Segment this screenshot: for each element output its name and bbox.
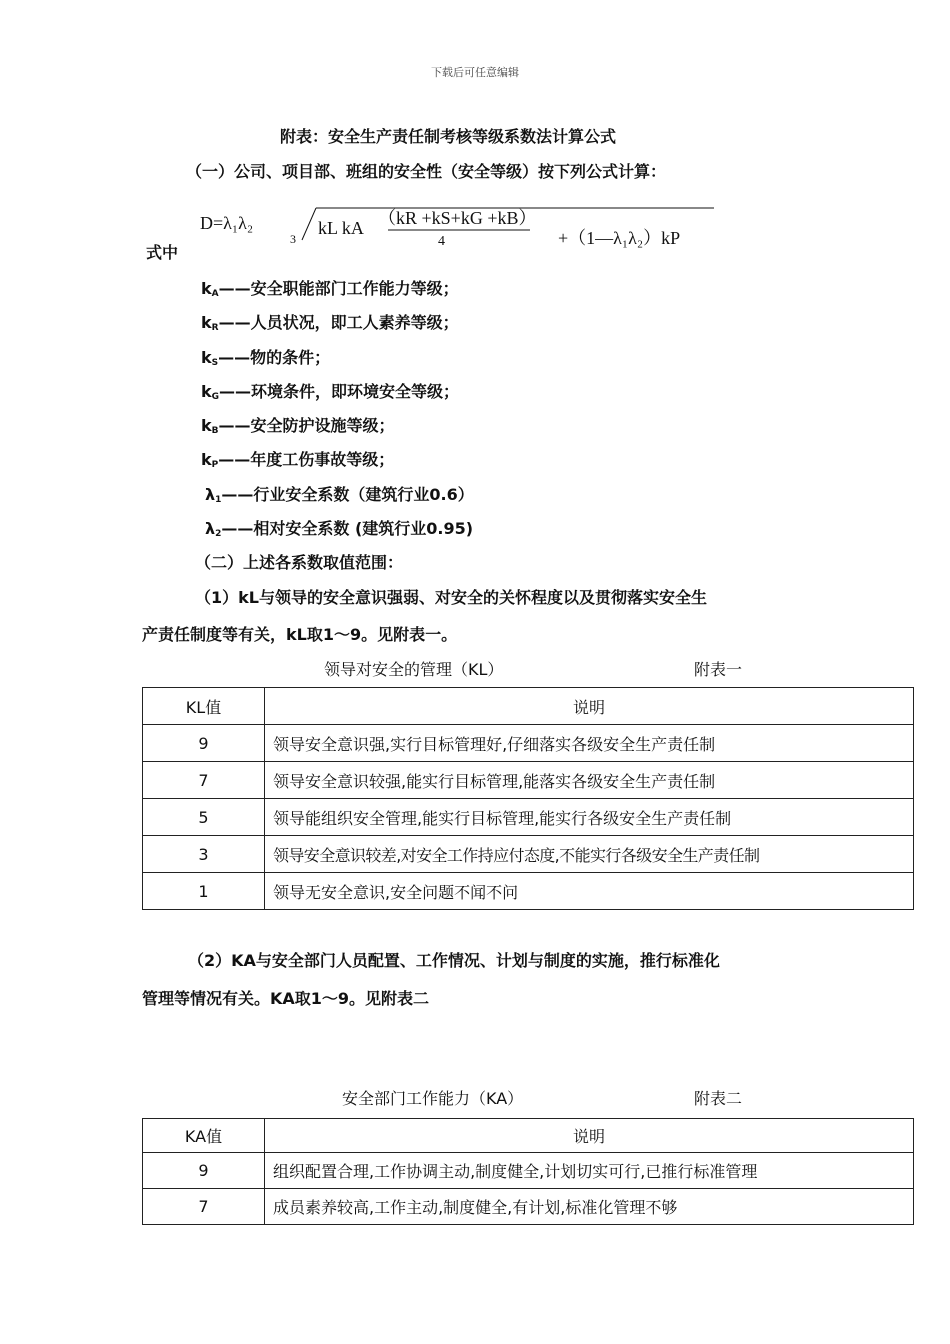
cell-value: 9 <box>143 1153 265 1189</box>
definition-item: $k_B——$安全防护设施等级； <box>201 416 395 436</box>
table-2-caption: 安全部门工作能力（KA） <box>342 1089 524 1108</box>
table-row <box>143 799 914 836</box>
formula-kl-ka: kL kA <box>318 218 364 238</box>
table-header-row <box>143 688 914 725</box>
formula-tail: +（1—λ₁λ₂）kP <box>558 228 681 248</box>
header-cell-description: 说明 <box>265 688 914 725</box>
section-2-heading: （二）上述各系数取值范围： <box>195 553 404 572</box>
section-1-heading: （一）公司、项目部、班组的安全性（安全等级）按下列公式计算： <box>186 162 667 181</box>
table-row <box>143 725 914 762</box>
header-cell-value: KA值 <box>143 1119 265 1153</box>
paragraph-1-line-2: 产责任制度等有关，kL取1～9。见附表一。 <box>142 625 458 644</box>
definition-item: $k_R——$人员状况，即工人素养等级； <box>201 313 459 333</box>
paragraph-2-line-2: 管理等情况有关。KA取1～9。见附表二 <box>142 989 430 1008</box>
table-row <box>143 762 914 799</box>
cell-value: 9 <box>143 725 265 762</box>
table-row <box>143 1153 914 1189</box>
definition-item: $k_A——$安全职能部门工作能力等级； <box>201 279 459 299</box>
paragraph-1-line-1: （1）kL与领导的安全意识强弱、对安全的关怀程度以及贯彻落实安全生 <box>195 588 707 607</box>
definition-item: $\lambda_2——$相对安全系数 (建筑行业0.95) <box>205 519 474 539</box>
table-2 <box>142 1118 914 1225</box>
cell-value: 5 <box>143 799 265 836</box>
cell-description: 领导安全意识强,实行目标管理好,仔细落实各级安全生产责任制 <box>265 725 914 762</box>
table-2-tag: 附表二 <box>694 1089 743 1108</box>
cell-value: 1 <box>143 873 265 910</box>
cell-value: 7 <box>143 762 265 799</box>
table-row <box>143 873 914 910</box>
formula-root-index: 3 <box>290 232 296 246</box>
table-1 <box>142 687 914 910</box>
header-cell-description: 说明 <box>265 1119 914 1153</box>
formula-lhs: D=λ₁λ₂ <box>200 213 254 233</box>
cell-description: 领导无安全意识,安全问题不闻不问 <box>265 873 914 910</box>
table-row <box>143 1189 914 1225</box>
cell-description: 领导安全意识较差,对安全工作持应付态度,不能实行各级安全生产责任制 <box>265 836 914 873</box>
table-1-tag: 附表一 <box>694 660 743 679</box>
page-header-note: 下载后可任意编辑 <box>431 66 519 79</box>
header-cell-value: KL值 <box>143 688 265 725</box>
table-1-caption: 领导对安全的管理（KL） <box>324 660 504 679</box>
definition-item: $k_G——$环境条件，即环境安全等级； <box>201 382 460 402</box>
paragraph-2-line-1: （2）KA与安全部门人员配置、工作情况、计划与制度的实施，推行标准化 <box>188 951 720 970</box>
cell-description: 领导能组织安全管理,能实行目标管理,能实行各级安全生产责任制 <box>265 799 914 836</box>
formula-numerator: （kR +kS+kG +kB） <box>378 208 537 228</box>
document-title: 附表：安全生产责任制考核等级系数法计算公式 <box>280 127 617 146</box>
definition-item: $k_S——$物的条件； <box>201 348 331 368</box>
table-header-row <box>143 1119 914 1153</box>
definition-item: $k_P——$年度工伤事故等级； <box>201 450 395 470</box>
cell-value: 3 <box>143 836 265 873</box>
formula-denominator: 4 <box>438 234 445 249</box>
cell-description: 组织配置合理,工作协调主动,制度健全,计划切实可行,已推行标准管理 <box>265 1153 914 1189</box>
where-label: 式中 <box>146 243 179 262</box>
table-row <box>143 836 914 873</box>
definition-item: $\lambda_1——$行业安全系数（建筑行业0.6） <box>205 485 474 505</box>
cell-description: 成员素养较高,工作主动,制度健全,有计划,标准化管理不够 <box>265 1189 914 1225</box>
cell-description: 领导安全意识较强,能实行目标管理,能落实各级安全生产责任制 <box>265 762 914 799</box>
cell-value: 7 <box>143 1189 265 1225</box>
